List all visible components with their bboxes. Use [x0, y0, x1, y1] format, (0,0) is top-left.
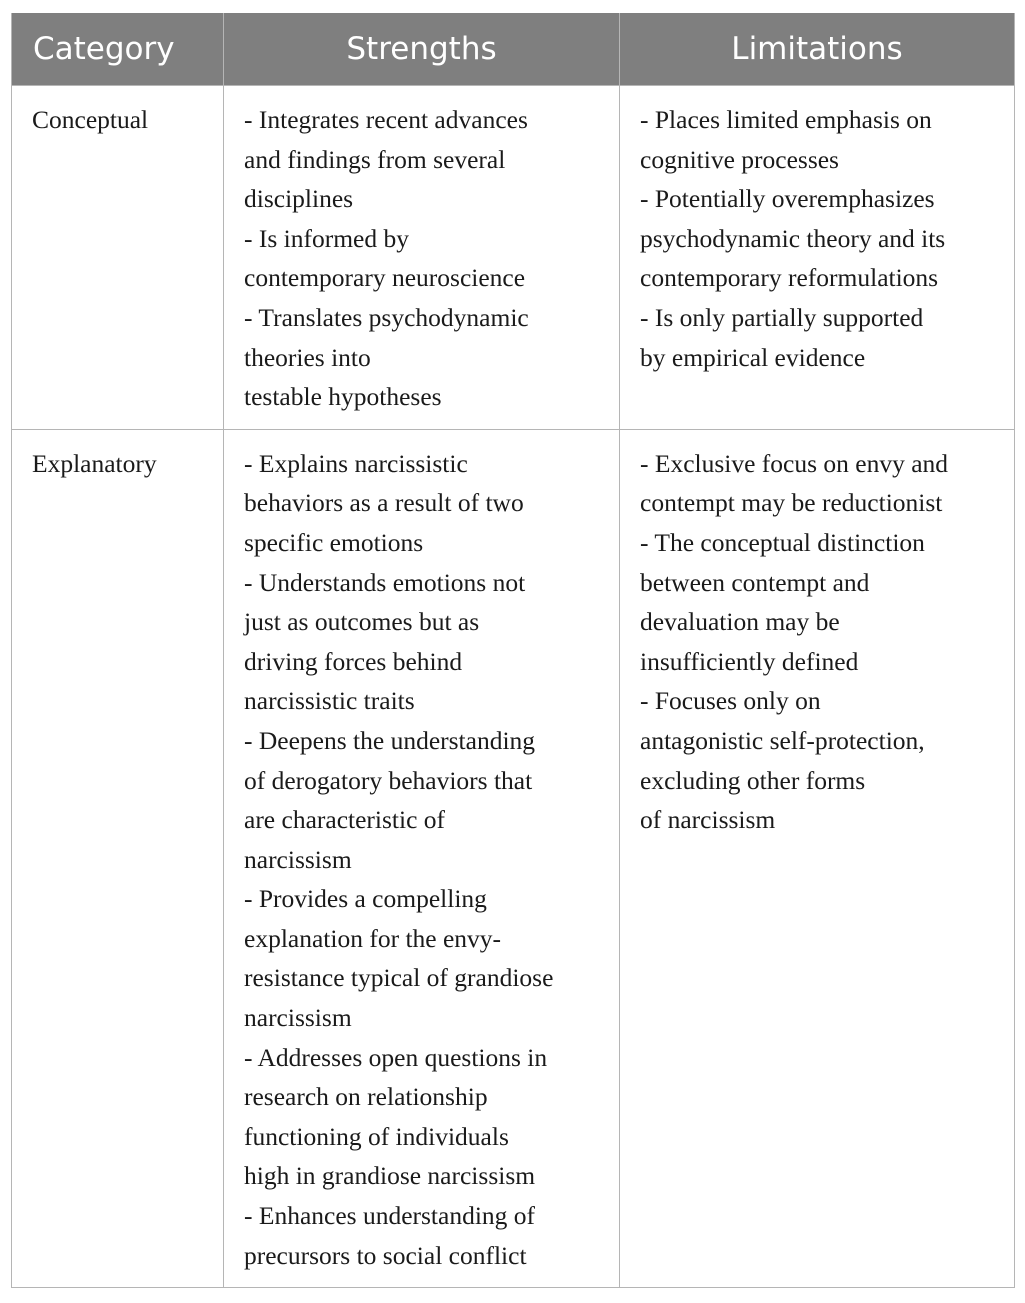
- limitations-line: - Is only partially supported: [640, 302, 924, 332]
- limitations-line: between contempt and: [640, 567, 870, 597]
- strengths-line: - Deepens the understanding: [244, 725, 536, 755]
- table-row: [12, 86, 1015, 430]
- strengths-line: - Is informed by: [244, 223, 410, 253]
- header-strengths: Strengths: [224, 13, 620, 86]
- limitations-line: cognitive processes: [640, 144, 839, 174]
- header-limitations: Limitations: [620, 13, 1015, 86]
- cell-category: Explanatory: [12, 429, 224, 1287]
- limitations-line: - Potentially overemphasizes: [640, 184, 935, 214]
- cell-limitations: [620, 429, 1015, 1287]
- limitations-line: contempt may be reductionist: [640, 488, 943, 518]
- strengths-line: - Integrates recent advances: [244, 105, 528, 134]
- strengths-line: functioning of individuals: [244, 1121, 509, 1151]
- strengths-line: theories into: [244, 342, 371, 372]
- limitations-line: insufficiently defined: [640, 646, 859, 676]
- table-header-row: [12, 13, 1015, 86]
- strengths-line: driving forces behind: [244, 646, 463, 676]
- limitations-line: - Exclusive focus on envy and: [640, 448, 949, 478]
- limitations-line: excluding other forms: [640, 765, 866, 795]
- strengths-line: research on relationship: [244, 1082, 488, 1112]
- cell-category: Conceptual: [12, 86, 224, 430]
- limitations-line: - Places limited emphasis on: [640, 105, 932, 134]
- table-row: [12, 429, 1015, 1287]
- strengths-line: behaviors as a result of two: [244, 488, 524, 518]
- strengths-line: and findings from several: [244, 144, 506, 174]
- strengths-line: resistance typical of grandiose: [244, 963, 554, 993]
- limitations-line: devaluation may be: [640, 607, 840, 637]
- strengths-line: high in grandiose narcissism: [244, 1161, 536, 1191]
- strengths-line: - Translates psychodynamic: [244, 302, 529, 332]
- strengths-line: - Addresses open questions in: [244, 1042, 548, 1072]
- limitations-line: antagonistic self-protection,: [640, 725, 925, 755]
- strengths-line: of derogatory behaviors that: [244, 765, 533, 795]
- strengths-line: narcissism: [244, 1003, 352, 1033]
- strengths-line: - Understands emotions not: [244, 567, 526, 597]
- limitations-line: - The conceptual distinction: [640, 527, 925, 557]
- strengths-line: testable hypotheses: [244, 382, 442, 412]
- strengths-line: narcissism: [244, 844, 352, 874]
- strengths-line: specific emotions: [244, 527, 424, 557]
- strengths-limitations-table: [11, 13, 1015, 1288]
- strengths-line: narcissistic traits: [244, 686, 415, 716]
- cell-strengths: [224, 86, 620, 430]
- strengths-line: contemporary neuroscience: [244, 263, 526, 293]
- limitations-line: of narcissism: [640, 805, 776, 835]
- cell-strengths: [224, 429, 620, 1287]
- limitations-line: psychodynamic theory and its: [640, 223, 946, 253]
- strengths-line: - Explains narcissistic: [244, 448, 468, 478]
- limitations-line: by empirical evidence: [640, 342, 866, 372]
- strengths-line: are characteristic of: [244, 805, 446, 835]
- strengths-line: - Provides a compelling: [244, 884, 487, 914]
- limitations-line: contemporary reformulations: [640, 263, 939, 293]
- cell-limitations: [620, 86, 1015, 430]
- strengths-line: explanation for the envy-: [244, 923, 502, 953]
- header-category: Category: [12, 13, 224, 86]
- strengths-line: disciplines: [244, 184, 354, 214]
- limitations-line: - Focuses only on: [640, 686, 821, 716]
- strengths-line: - Enhances understanding of: [244, 1201, 536, 1231]
- strengths-line: precursors to social conflict: [244, 1240, 527, 1270]
- strengths-line: just as outcomes but as: [244, 607, 480, 637]
